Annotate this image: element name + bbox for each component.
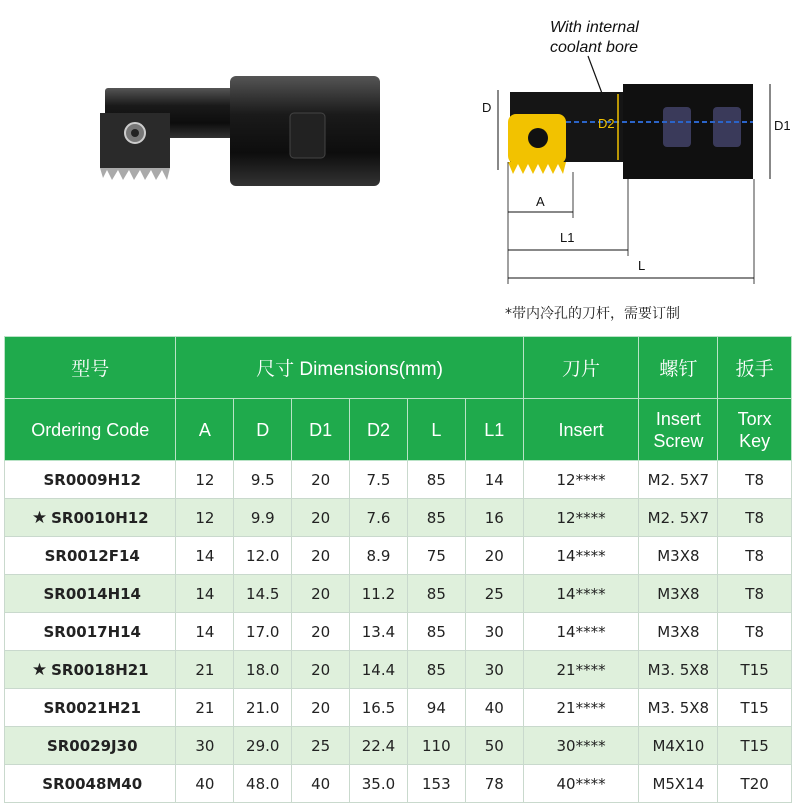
- cell-d1: 20: [292, 499, 350, 537]
- dim-label-d2: D2: [598, 116, 615, 131]
- cell-a: 21: [176, 651, 234, 689]
- cell-screw: M5X14: [639, 765, 718, 803]
- header-col-l1: L1: [465, 399, 523, 461]
- cell-l1: 20: [465, 537, 523, 575]
- cell-d: 12.0: [234, 537, 292, 575]
- cell-key: T15: [718, 689, 792, 727]
- cell-l1: 16: [465, 499, 523, 537]
- ordering-code: SR0021H21: [43, 698, 141, 717]
- table-row: [5, 461, 792, 499]
- cell-l: 110: [407, 727, 465, 765]
- ordering-code: SR0009H12: [43, 470, 141, 489]
- cell-insert: 14****: [523, 613, 639, 651]
- cell-a: 14: [176, 613, 234, 651]
- cell-d: 9.9: [234, 499, 292, 537]
- cell-d: 14.5: [234, 575, 292, 613]
- table-row: [5, 651, 792, 689]
- cell-key: T8: [718, 461, 792, 499]
- ordering-code: SR0029J30: [46, 736, 138, 755]
- dimension-drawing: [478, 12, 800, 302]
- cell-key: T15: [718, 651, 792, 689]
- cell-l: 153: [407, 765, 465, 803]
- cell-screw: M2. 5X7: [639, 499, 718, 537]
- cell-d1: 25: [292, 727, 350, 765]
- ordering-code: SR0014H14: [43, 584, 141, 603]
- ordering-code: SR0012F14: [44, 546, 140, 565]
- star-icon: ★: [31, 507, 48, 528]
- cell-screw: M2. 5X7: [639, 461, 718, 499]
- spec-table: [4, 336, 792, 803]
- cell-screw: M3X8: [639, 575, 718, 613]
- header-col-d1: D1: [292, 399, 350, 461]
- cell-insert: 40****: [523, 765, 639, 803]
- cell-l: 85: [407, 613, 465, 651]
- cell-key: T8: [718, 575, 792, 613]
- cell-l: 85: [407, 499, 465, 537]
- table-row: [5, 765, 792, 803]
- header-model-cn: 型号: [5, 337, 176, 399]
- ordering-code-cell: [5, 461, 176, 499]
- ordering-code-cell: [5, 537, 176, 575]
- ordering-code-cell: [5, 689, 176, 727]
- ordering-code-cell: [5, 727, 176, 765]
- cell-d1: 20: [292, 575, 350, 613]
- cell-insert: 12****: [523, 461, 639, 499]
- header-dimensions: 尺寸 Dimensions(mm): [176, 337, 523, 399]
- table-row: [5, 575, 792, 613]
- cell-insert: 21****: [523, 689, 639, 727]
- table-row: [5, 689, 792, 727]
- cell-d1: 20: [292, 613, 350, 651]
- cell-screw: M3. 5X8: [639, 689, 718, 727]
- cell-insert: 30****: [523, 727, 639, 765]
- cell-d2: 16.5: [350, 689, 408, 727]
- table-row: [5, 727, 792, 765]
- cell-d: 21.0: [234, 689, 292, 727]
- cell-insert: 14****: [523, 575, 639, 613]
- ordering-code: SR0018H21: [51, 660, 149, 679]
- cell-d: 29.0: [234, 727, 292, 765]
- cell-d2: 11.2: [350, 575, 408, 613]
- header-key-cn: 扳手: [718, 337, 792, 399]
- cell-key: T8: [718, 499, 792, 537]
- cell-screw: M4X10: [639, 727, 718, 765]
- cell-l: 85: [407, 651, 465, 689]
- cell-screw: M3. 5X8: [639, 651, 718, 689]
- cell-a: 21: [176, 689, 234, 727]
- cell-d: 18.0: [234, 651, 292, 689]
- header-col-d: D: [234, 399, 292, 461]
- header-key-en: Torx Key: [718, 399, 792, 461]
- star-icon: ★: [31, 659, 48, 680]
- header-screw-en: Insert Screw: [639, 399, 718, 461]
- dim-label-d: D: [482, 100, 492, 115]
- custom-order-note: *带内冷孔的刀杆，需要订制: [505, 306, 680, 322]
- cell-l: 85: [407, 461, 465, 499]
- cell-l: 85: [407, 575, 465, 613]
- header-insert-cn: 刀片: [523, 337, 639, 399]
- cell-l1: 30: [465, 613, 523, 651]
- cell-l1: 25: [465, 575, 523, 613]
- header-insert-en: Insert: [523, 399, 639, 461]
- table-row: [5, 499, 792, 537]
- ordering-code-cell: [5, 499, 176, 537]
- cell-d: 17.0: [234, 613, 292, 651]
- cell-a: 14: [176, 537, 234, 575]
- ordering-code-cell: [5, 651, 176, 689]
- cell-l1: 40: [465, 689, 523, 727]
- cell-key: T20: [718, 765, 792, 803]
- cell-l: 94: [407, 689, 465, 727]
- cell-insert: 12****: [523, 499, 639, 537]
- cell-d: 9.5: [234, 461, 292, 499]
- table-row: [5, 537, 792, 575]
- cell-a: 14: [176, 575, 234, 613]
- ordering-code-cell: [5, 613, 176, 651]
- cell-a: 40: [176, 765, 234, 803]
- cell-d2: 14.4: [350, 651, 408, 689]
- cell-d2: 8.9: [350, 537, 408, 575]
- header-col-l: L: [407, 399, 465, 461]
- cell-d1: 20: [292, 537, 350, 575]
- ordering-code-cell: [5, 575, 176, 613]
- coolant-annotation-line2: coolant bore: [550, 39, 639, 56]
- cell-l1: 78: [465, 765, 523, 803]
- cell-d2: 35.0: [350, 765, 408, 803]
- ordering-code: SR0010H12: [51, 508, 149, 527]
- cell-key: T8: [718, 537, 792, 575]
- cell-a: 12: [176, 461, 234, 499]
- header-screw-cn: 螺钉: [639, 337, 718, 399]
- header-model-en: Ordering Code: [5, 399, 176, 461]
- cell-screw: M3X8: [639, 613, 718, 651]
- cell-key: T8: [718, 613, 792, 651]
- dim-label-l: L: [638, 258, 646, 273]
- tool-holder-photo: [95, 58, 395, 198]
- dim-label-l1: L1: [560, 230, 575, 245]
- table-row: [5, 613, 792, 651]
- header-col-d2: D2: [350, 399, 408, 461]
- cell-d2: 22.4: [350, 727, 408, 765]
- header-col-a: A: [176, 399, 234, 461]
- dim-label-a: A: [536, 194, 545, 209]
- cell-d2: 13.4: [350, 613, 408, 651]
- cell-insert: 14****: [523, 537, 639, 575]
- cell-d1: 40: [292, 765, 350, 803]
- cell-l1: 50: [465, 727, 523, 765]
- dim-label-d1: D1: [774, 118, 791, 133]
- cell-insert: 21****: [523, 651, 639, 689]
- cell-key: T15: [718, 727, 792, 765]
- cell-d2: 7.5: [350, 461, 408, 499]
- cell-a: 30: [176, 727, 234, 765]
- ordering-code-cell: [5, 765, 176, 803]
- cell-l1: 30: [465, 651, 523, 689]
- cell-l: 75: [407, 537, 465, 575]
- cell-d1: 20: [292, 689, 350, 727]
- cell-l1: 14: [465, 461, 523, 499]
- ordering-code: SR0017H14: [43, 622, 141, 641]
- cell-screw: M3X8: [639, 537, 718, 575]
- cell-d1: 20: [292, 461, 350, 499]
- ordering-code: SR0048M40: [42, 774, 143, 793]
- cell-d2: 7.6: [350, 499, 408, 537]
- cell-a: 12: [176, 499, 234, 537]
- cell-d1: 20: [292, 651, 350, 689]
- cell-d: 48.0: [234, 765, 292, 803]
- coolant-annotation-line1: With internal: [550, 19, 639, 36]
